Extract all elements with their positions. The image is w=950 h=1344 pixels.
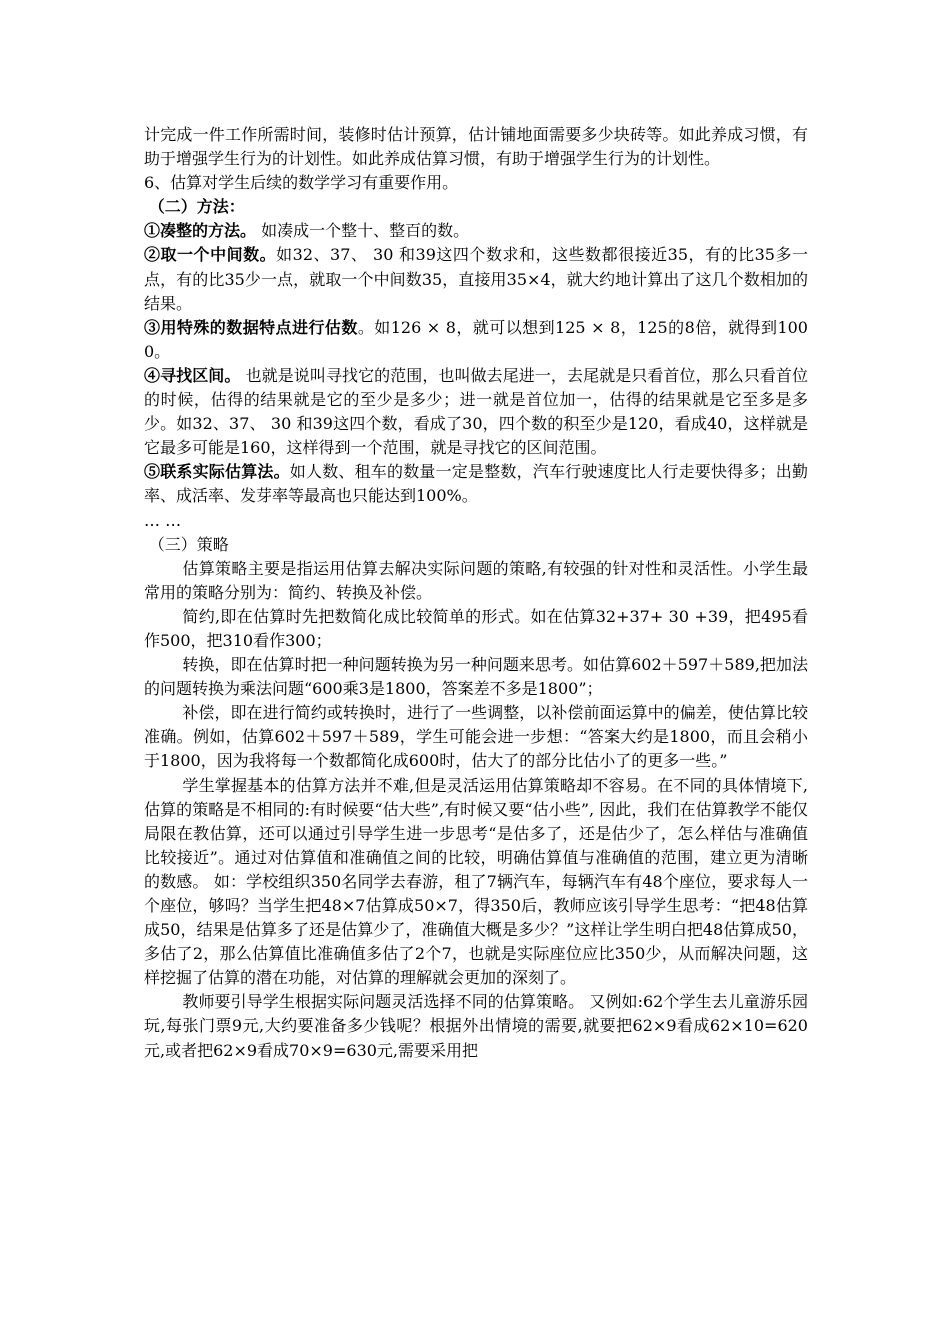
method-5-title: ⑤联系实际估算法。 [144, 462, 290, 482]
strategy-compensate: 补偿，即在进行简约或转换时，进行了一些调整，以补偿前面运算中的偏差，使估算比较准确。例如，估算602＋597＋589，学生可能会进一步想：“答案大约是1800，而且会稍小于1800，因为我将每一个数都简化成600时，估大了的部分比估小了的更多一些。” [144, 703, 808, 771]
strategy-convert: 转换，即在估算时把一种问题转换为另一种问题来思考。如估算602＋597＋589,把加法的问题转换为乘法问题“600乘3是1800，答案差不多是1800”； [144, 655, 808, 699]
section-heading-methods: （二）方法： [148, 197, 245, 217]
strategy-simplify: 简约,即在估算时先把数简化成比较简单的形式。如在估算32+37+ 30 +39，把495看作500，把310看作300； [144, 606, 808, 650]
intro-paragraph: 计完成一件工作所需时间，装修时估计预算，估计铺地面需要多少块砖等。如此养成习惯，有助于增强学生行为的计划性。如此养成估算习惯，有助于增强学生行为的计划性。 [144, 125, 808, 169]
method-1-text: 如凑成一个整十、整百的数。 [256, 221, 470, 241]
strategy-discussion: 学生掌握基本的估算方法并不难,但是灵活运用估算策略却不容易。在不同的具体情境下,估算的策略是不相同的:有时候要“估大些”,有时候又要“估小些”, 因此，我们在估算教学不能仅局限在教估算，还可以通过引导学生进一步思考“是估多了，还是估少了，怎么样估与准确值比较接近”。通过对估算值和准确值之间的比较，明确估算值与准确值的范围，建立更为清晰的数感。 如：学校组织350名同学去春游，租了7辆汽车，每辆汽车有48个座位，要求每人一个座位，够吗？当学生把48×7估算成50×7，得350后，教师应该引导学生思考：“把48估算成50，结果是估算多了还是估算少了，准确值大概是多少？”这样让学生明白把48估算成50，多估了2，那么估算值比准确值多估了2个7，也就是实际座位应比350少，从而解决问题，这样挖掘了估算的潜在功能，对估算的理解就会更加的深刻了。 [144, 775, 808, 988]
method-4-text: 也就是说叫寻找它的范围，也叫做去尾进一，去尾就是只看首位，那么只看首位的时候，估得的结果就是它的至少是多少；进一就是首位加一，估得的结果就是它至多是多少。如32、37、 30 和39这四个数，看成了30，四个数的积至少是120，看成40，这样就是它最多可能是160，这样得到一个范围，就是寻找它的区间范围。 [144, 365, 808, 458]
method-1-title: ①凑整的方法。 [144, 221, 257, 241]
method-3-text: 。如126 × 8，就可以想到125 × 8，125的8倍，就得到1000。 [144, 317, 808, 361]
method-4-title: ④寻找区间。 [144, 365, 241, 385]
method-3-title: ③用特殊的数据特点进行估数 [144, 317, 358, 337]
method-3 [144, 316, 808, 364]
document-page [144, 123, 808, 1063]
ellipsis: … … [144, 510, 182, 530]
method-1 [144, 219, 808, 243]
strategy-intro: 估算策略主要是指运用估算去解决实际问题的策略,有较强的针对性和灵活性。小学生最常用的策略分别为：简约、转换及补偿。 [144, 558, 808, 602]
method-2-text: 如32、37、 30 和39这四个数求和，这些数都很接近35，有的比35多一点，有的比35少一点，就取一个中间数35，直接用35×4，就大约地计算出了这几个数相加的结果。 [144, 245, 808, 313]
method-4 [144, 364, 808, 460]
method-2 [144, 243, 808, 315]
method-5-text: 如人数、租车的数量一定是整数，汽车行驶速度比人行走要快得多；出勤率、成活率、发芽率等最高也只能达到100%。 [144, 462, 808, 506]
strategy-example: 教师要引导学生根据实际问题灵活选择不同的估算策略。 又例如:62个学生去儿童游乐园玩,每张门票9元,大约要准备多少钱呢？根据外出情境的需要,就要把62×9看成62×10=620元,或者把62×9看成70×9=630元,需要采用把 [144, 992, 808, 1060]
method-5 [144, 460, 808, 508]
method-2-title: ②取一个中间数。 [144, 245, 277, 265]
point-6: 6、估算对学生后续的数学学习有重要作用。 [144, 173, 459, 193]
section-heading-strategy: （三）策略 [148, 534, 229, 554]
